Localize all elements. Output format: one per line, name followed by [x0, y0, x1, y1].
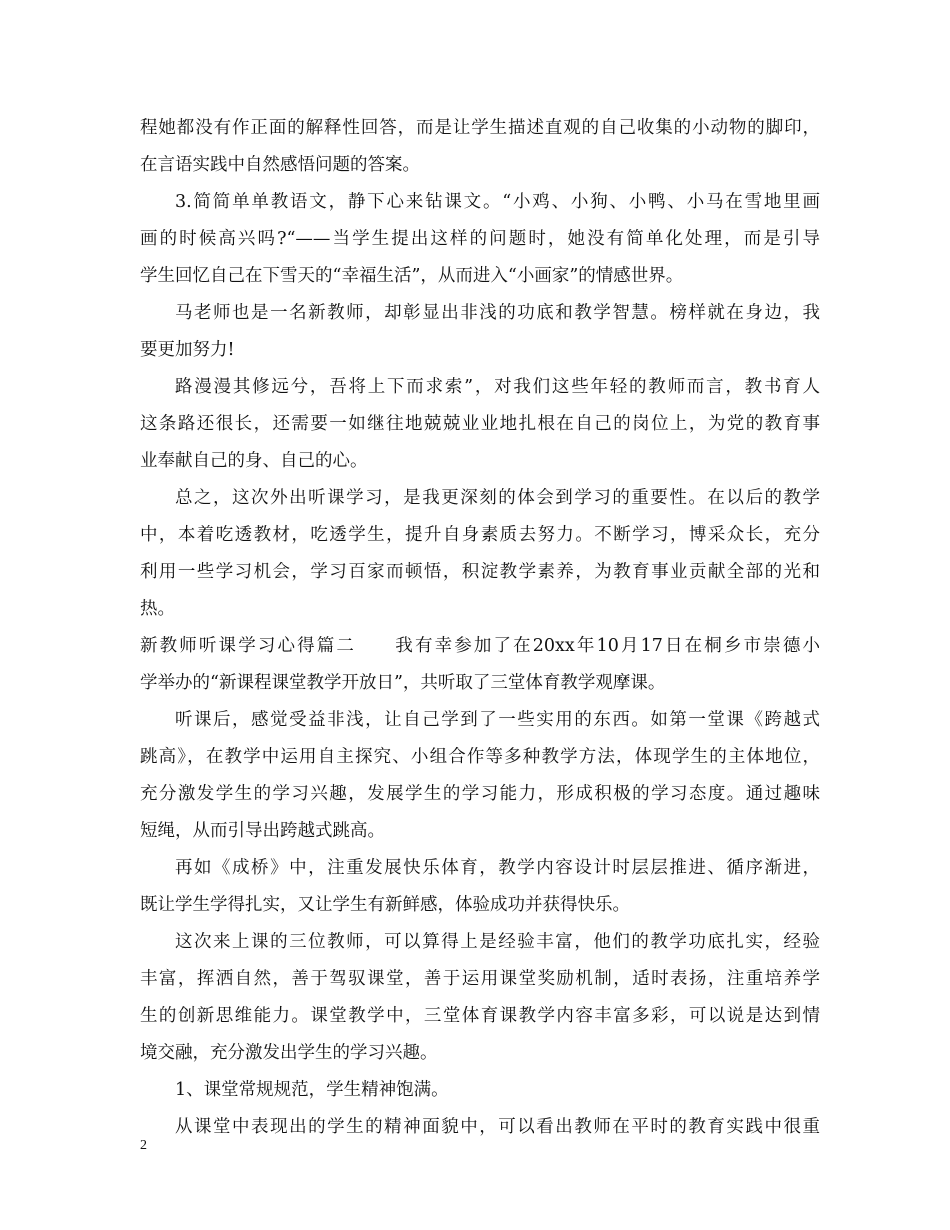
text-line: 这条路还很长，还需要一如继往地兢兢业业地扎根在自己的岗位上，为党的教育事 — [140, 414, 820, 434]
text-line: 3.简简单单教语文，静下心来钻课文。“小鸡、小狗、小鸭、小马在雪地里画 — [175, 192, 820, 212]
text-line: 学举办的“新课程课堂教学开放日”，共听取了三堂体育教学观摩课。 — [140, 673, 666, 693]
text-line: 程她都没有作正面的解释性回答，而是让学生描述直观的自己收集的小动物的脚印， — [140, 118, 820, 138]
text-line: 跳高》，在教学中运用自主探究、小组合作等多种教学方法，体现学生的主体地位， — [140, 747, 820, 767]
text-line: 在言语实践中自然感悟问题的答案。 — [140, 155, 420, 175]
text-line: 画的时候高兴吗?“——当学生提出这样的问题时，她没有简单化处理，而是引导 — [140, 229, 820, 249]
text-line: 短绳，从而引导出跨越式跳高。 — [140, 821, 385, 841]
text-line: 热。 — [140, 599, 175, 619]
text-line: 学生回忆自己在下雪天的“幸福生活”，从而进入“小画家”的情感世界。 — [140, 266, 684, 286]
text-line: 这次来上课的三位教师，可以算得上是经验丰富，他们的教学功底扎实，经验 — [175, 932, 820, 952]
text-line: 从课堂中表现出的学生的精神面貌中，可以看出教师在平时的教育实践中很重 — [175, 1117, 820, 1137]
text-line: 听课后，感觉受益非浅，让自己学到了一些实用的东西。如第一堂课《跨越式 — [175, 710, 820, 730]
page-number: 2 — [140, 1138, 147, 1153]
text-line: 中，本着吃透教材，吃透学生，提升自身素质去努力。不断学习，博采众长，充分 — [140, 525, 820, 545]
text-line: 既让学生学得扎实，又让学生有新鲜感，体验成功并获得快乐。 — [140, 895, 630, 915]
text-line: 生的创新思维能力。课堂教学中，三堂体育课教学内容丰富多彩，可以说是达到情 — [140, 1006, 820, 1026]
text-line: 马老师也是一名新教师，却彰显出非浅的功底和教学智慧。榜样就在身边，我 — [175, 303, 820, 323]
text-line: 利用一些学习机会，学习百家而顿悟，积淀教学素养，为教育事业贡献全部的光和 — [140, 562, 820, 582]
text-line: 要更加努力! — [140, 340, 235, 360]
text-line: 再如《成桥》中，注重发展快乐体育，教学内容设计时层层推进、循序渐进， — [175, 858, 820, 878]
document-body — [140, 110, 820, 1146]
text-line: 1、课堂常规规范，学生精神饱满。 — [175, 1080, 449, 1100]
text-line: 业奉献自己的身、自己的心。 — [140, 451, 368, 471]
text-line: 路漫漫其修远兮，吾将上下而求索”，对我们这些年轻的教师而言，教书育人 — [175, 377, 820, 397]
text-line: 新教师听课学习心得篇二 我有幸参加了在20xx年10月17日在桐乡市崇德小 — [140, 636, 820, 656]
text-line: 总之，这次外出听课学习，是我更深刻的体会到学习的重要性。在以后的教学 — [175, 488, 820, 508]
text-line: 充分激发学生的学习兴趣，发展学生的学习能力，形成积极的学习态度。通过趣味 — [140, 784, 820, 804]
text-line: 境交融，充分激发出学生的学习兴趣。 — [140, 1043, 438, 1063]
text-line: 丰富，挥洒自然，善于驾驭课堂，善于运用课堂奖励机制，适时表扬，注重培养学 — [140, 969, 820, 989]
